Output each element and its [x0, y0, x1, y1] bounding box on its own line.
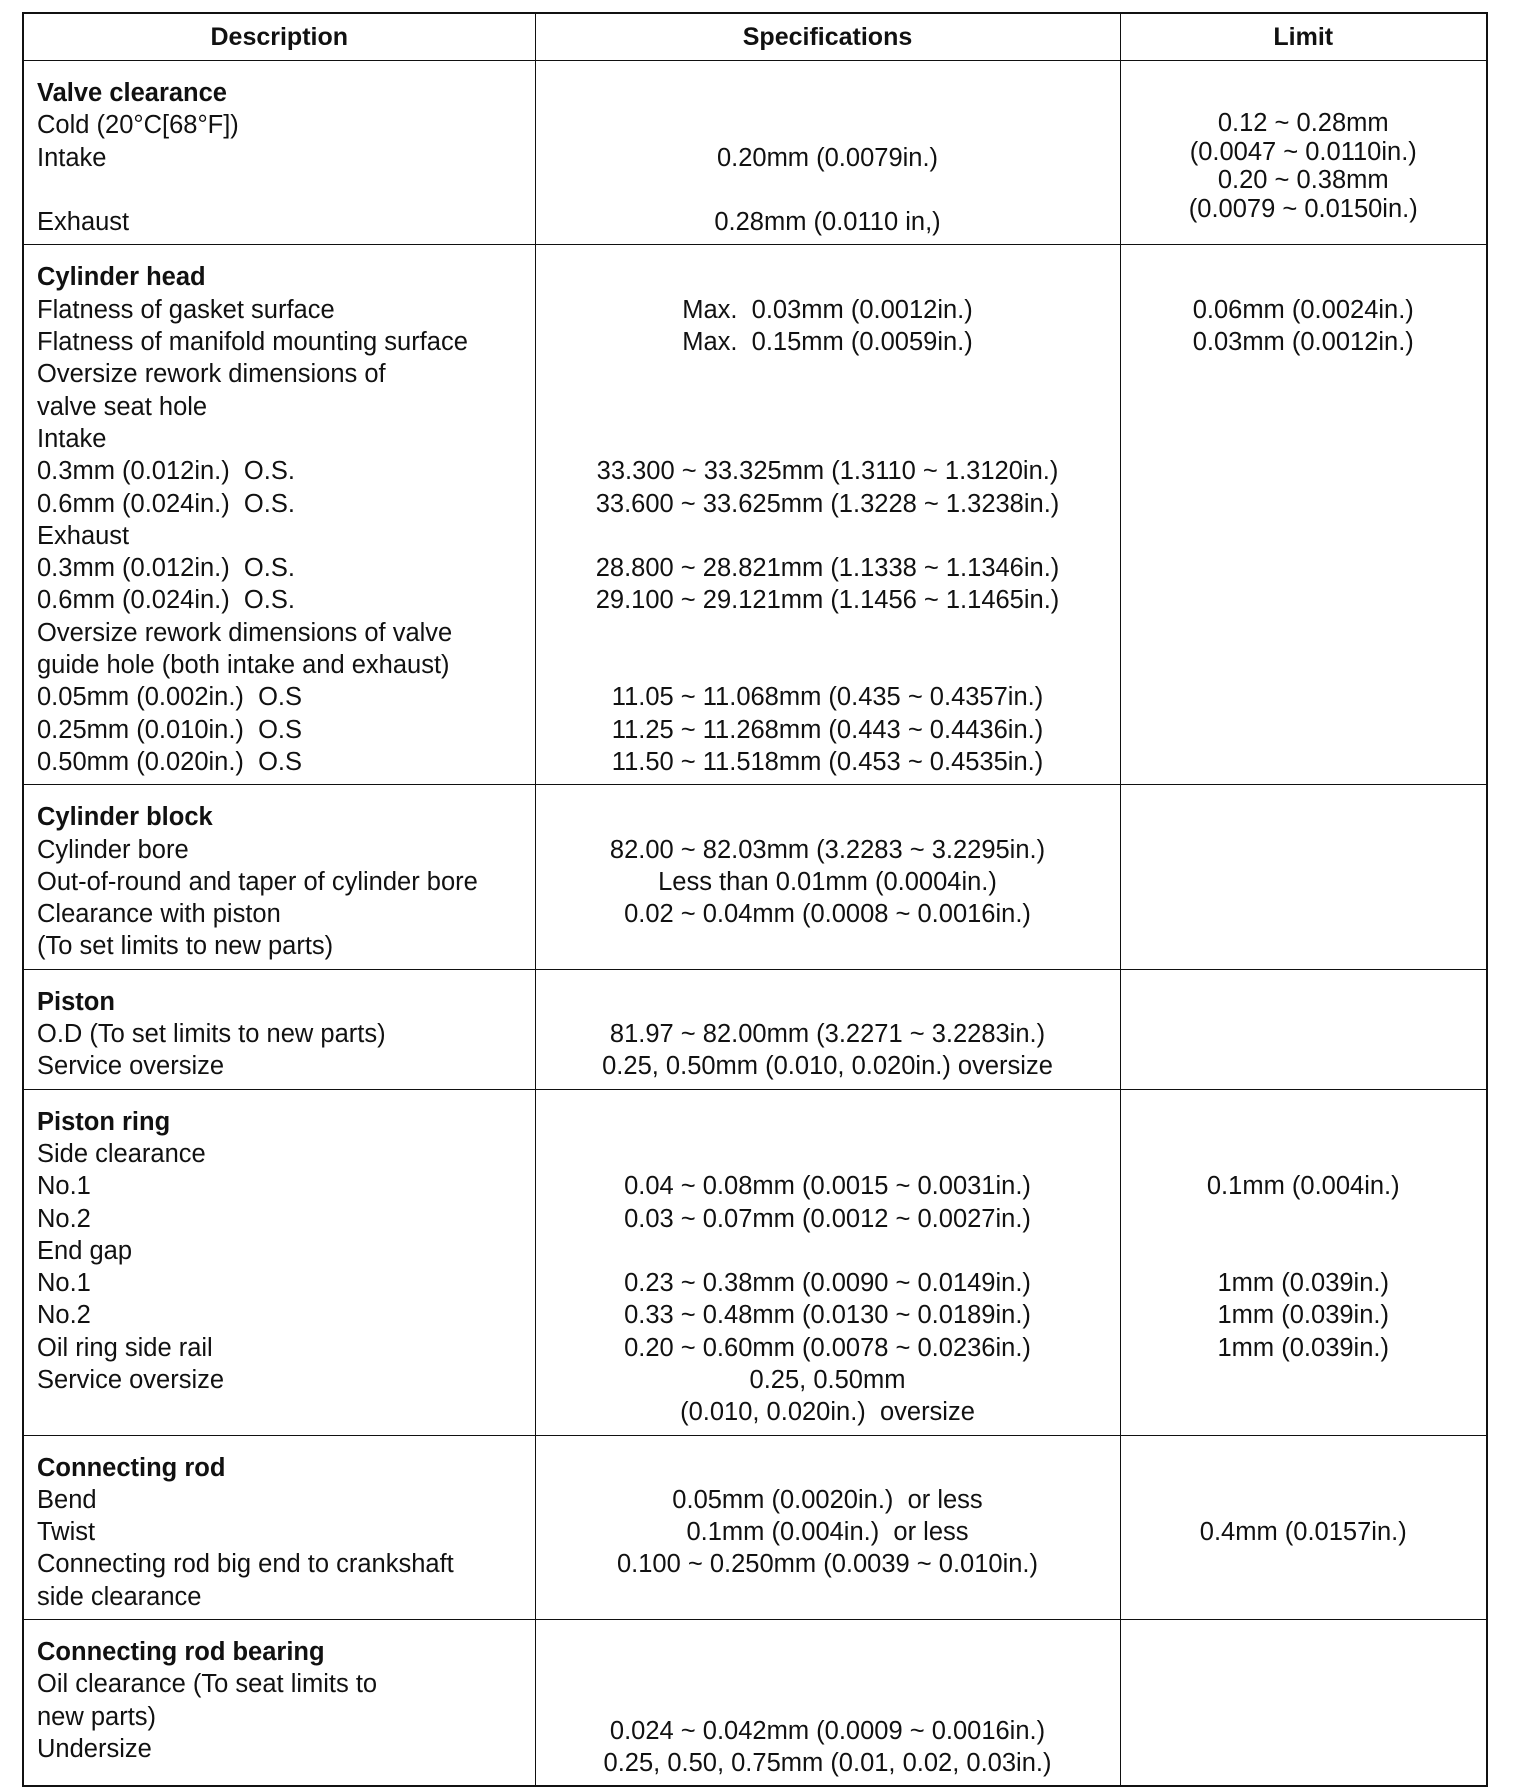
limit-line: (0.0047 ~ 0.0110in.): [1189, 137, 1417, 166]
description-line: Exhaust: [37, 521, 130, 550]
description-line: 0.50mm (0.020in.) O.S: [37, 747, 303, 776]
specification-cell: [535, 1435, 1120, 1619]
header-description: Description: [23, 13, 535, 61]
specification-line: 29.100 ~ 29.121mm (1.1456 ~ 1.1465in.): [595, 586, 1060, 615]
limit-line: [1121, 1452, 1487, 1484]
limit-line: [1121, 1138, 1487, 1170]
limit-line: [1121, 261, 1487, 293]
specification-line: [536, 391, 1120, 423]
limit-line: 1mm (0.039in.): [1217, 1301, 1389, 1330]
description-cell: [23, 1089, 535, 1435]
specification-line: 0.25, 0.50, 0.75mm (0.01, 0.02, 0.03in.): [603, 1748, 1052, 1777]
specification-cell: [535, 1620, 1120, 1787]
section-title: Valve clearance: [37, 79, 227, 107]
section-title: Cylinder block: [37, 803, 213, 832]
specification-line: 81.97 ~ 82.00mm (3.2271 ~ 3.2283in.): [609, 1020, 1046, 1049]
specification-line: [536, 520, 1120, 552]
header-row: [23, 13, 1487, 61]
limit-line: 1mm (0.039in.): [1217, 1333, 1389, 1362]
spec-sheet: [22, 12, 1486, 1787]
specification-line: 11.05 ~ 11.068mm (0.435 ~ 0.4357in.): [611, 683, 1044, 712]
description-line: 0.6mm (0.024in.) O.S.: [37, 586, 295, 615]
limit-line: [1121, 1484, 1487, 1516]
description-line: 0.05mm (0.002in.) O.S: [37, 683, 303, 712]
description-line: Oil clearance (To seat limits to: [37, 1670, 378, 1699]
description-line: 0.3mm (0.012in.) O.S.: [37, 457, 295, 486]
limit-line: (0.0079 ~ 0.0150in.): [1188, 194, 1418, 223]
section-row-connecting-rod: [23, 1435, 1487, 1619]
limit-cell: [1120, 61, 1487, 245]
specification-line: [536, 174, 1120, 206]
limit-line: [1121, 1235, 1487, 1267]
limit-line: 0.06mm (0.0024in.): [1192, 295, 1414, 324]
description-line: 0.6mm (0.024in.) O.S.: [37, 489, 295, 518]
section-row-piston-ring: [23, 1089, 1487, 1435]
description-cell: [23, 61, 535, 245]
limit-line: 1mm (0.039in.): [1217, 1269, 1389, 1298]
limit-line: 0.1mm (0.004in.): [1206, 1172, 1400, 1201]
specification-line: 0.1mm (0.004in.) or less: [686, 1518, 969, 1547]
specification-line: [536, 1235, 1120, 1267]
description-line: side clearance: [37, 1582, 202, 1611]
specification-cell: [535, 785, 1120, 969]
table-body: [23, 61, 1487, 1787]
description-line: No.2: [37, 1301, 91, 1330]
description-line: Flatness of manifold mounting surface: [37, 328, 468, 357]
limit-line: [1121, 1203, 1487, 1235]
description-line: Exhaust: [37, 208, 130, 237]
description-line: 0.25mm (0.010in.) O.S: [37, 715, 303, 744]
limit-line: 0.03mm (0.0012in.): [1192, 328, 1414, 357]
description-line: Service oversize: [37, 1365, 225, 1394]
specification-line: [536, 1452, 1120, 1484]
description-line: Flatness of gasket surface: [37, 295, 335, 324]
section-row-connecting-rod-bearing: [23, 1620, 1487, 1787]
specification-line: 0.100 ~ 0.250mm (0.0039 ~ 0.010in.): [616, 1550, 1039, 1579]
specification-line: 28.800 ~ 28.821mm (1.1338 ~ 1.1346in.): [595, 554, 1060, 583]
specification-line: 11.50 ~ 11.518mm (0.453 ~ 0.4535in.): [611, 747, 1044, 776]
limit-cell: [1120, 245, 1487, 785]
limit-cell: [1120, 785, 1487, 969]
description-line: Service oversize: [37, 1052, 225, 1081]
description-line: new parts): [37, 1702, 157, 1731]
specification-line: 0.28mm (0.0110 in,): [714, 208, 941, 237]
specification-line: 0.03 ~ 0.07mm (0.0012 ~ 0.0027in.): [624, 1204, 1031, 1233]
limit-line: [1121, 1106, 1487, 1138]
description-line: Oversize rework dimensions of valve: [37, 618, 453, 647]
specification-line: 0.25, 0.50mm: [749, 1365, 906, 1394]
description-line: No.1: [37, 1172, 91, 1201]
specification-line: 0.04 ~ 0.08mm (0.0015 ~ 0.0031in.): [624, 1172, 1031, 1201]
description-line: O.D (To set limits to new parts): [37, 1020, 386, 1049]
section-title: Piston ring: [37, 1107, 171, 1136]
description-cell: [23, 1620, 535, 1787]
specification-line: 0.05mm (0.0020in.) or less: [672, 1485, 983, 1514]
specification-line: [536, 1650, 1120, 1682]
description-line: valve seat hole: [37, 392, 208, 421]
specifications-table: [22, 12, 1488, 1787]
limit-line: 0.12 ~ 0.28mm: [1217, 109, 1389, 137]
description-line: Oversize rework dimensions of: [37, 360, 386, 389]
description-cell: [23, 1435, 535, 1619]
description-line: No.1: [37, 1269, 91, 1298]
specification-line: 33.300 ~ 33.325mm (1.3110 ~ 1.3120in.): [596, 457, 1059, 486]
section-row-piston: [23, 969, 1487, 1089]
description-line: End gap: [37, 1236, 133, 1265]
specification-line: Max. 0.03mm (0.0012in.): [682, 295, 973, 324]
section-title: Cylinder head: [37, 263, 206, 292]
specification-cell: [535, 969, 1120, 1089]
description-line: Out-of-round and taper of cylinder bore: [37, 867, 478, 896]
section-row-cylinder-block: [23, 785, 1487, 969]
description-line: (To set limits to new parts): [37, 932, 334, 961]
specification-line: Max. 0.15mm (0.0059in.): [682, 328, 973, 357]
specification-line: [536, 617, 1120, 649]
specification-line: 0.23 ~ 0.38mm (0.0090 ~ 0.0149in.): [624, 1269, 1031, 1298]
section-title: Connecting rod: [37, 1453, 226, 1482]
description-cell: [23, 245, 535, 785]
header-specifications: Specifications: [535, 13, 1120, 61]
limit-cell: [1120, 1435, 1487, 1619]
description-line: Connecting rod big end to crankshaft: [37, 1550, 454, 1579]
specification-cell: [535, 245, 1120, 785]
description-cell: [23, 969, 535, 1089]
specification-line: (0.010, 0.020in.) oversize: [680, 1398, 975, 1427]
specification-cell: [535, 61, 1120, 245]
specification-line: [536, 1682, 1120, 1714]
specification-line: 0.20 ~ 0.60mm (0.0078 ~ 0.0236in.): [624, 1333, 1031, 1362]
limit-line: 0.4mm (0.0157in.): [1199, 1518, 1407, 1547]
specification-line: 0.25, 0.50mm (0.010, 0.020in.) oversize: [602, 1052, 1053, 1081]
description-line: Clearance with piston: [37, 900, 281, 929]
specification-line: [536, 1138, 1120, 1170]
specification-line: [536, 1106, 1120, 1138]
specification-line: 11.25 ~ 11.268mm (0.443 ~ 0.4436in.): [611, 715, 1044, 744]
description-line: [37, 174, 535, 206]
specification-line: 33.600 ~ 33.625mm (1.3228 ~ 1.3238in.): [595, 489, 1060, 518]
specification-line: 0.024 ~ 0.042mm (0.0009 ~ 0.0016in.): [609, 1716, 1046, 1745]
specification-line: 82.00 ~ 82.03mm (3.2283 ~ 3.2295in.): [609, 835, 1046, 864]
specification-line: [536, 77, 1120, 109]
specification-line: [536, 423, 1120, 455]
section-title: Connecting rod bearing: [37, 1638, 325, 1667]
description-line: Side clearance: [37, 1139, 206, 1168]
description-line: No.2: [37, 1204, 91, 1233]
specification-line: [536, 109, 1120, 141]
specification-line: [536, 358, 1120, 390]
limit-cell: [1120, 1620, 1487, 1787]
specification-line: [536, 649, 1120, 681]
specification-line: [536, 261, 1120, 293]
limit-cell: [1120, 1089, 1487, 1435]
specification-line: Less than 0.01mm (0.0004in.): [658, 867, 997, 896]
header-limit: Limit: [1120, 13, 1487, 61]
limit-line: 0.20 ~ 0.38mm: [1217, 166, 1389, 194]
description-line: Intake: [37, 424, 107, 453]
description-line: Undersize: [37, 1734, 152, 1763]
description-line: 0.3mm (0.012in.) O.S.: [37, 554, 295, 583]
section-title: Piston: [37, 987, 115, 1016]
description-line: Twist: [37, 1518, 96, 1547]
specification-line: [536, 986, 1120, 1018]
specification-line: 0.02 ~ 0.04mm (0.0008 ~ 0.0016in.): [624, 900, 1031, 929]
description-line: guide hole (both intake and exhaust): [37, 651, 450, 680]
section-row-cylinder-head: [23, 245, 1487, 785]
description-line: Cold (20°C[68°F]): [37, 111, 239, 140]
specification-line: [536, 801, 1120, 833]
limit-cell: [1120, 969, 1487, 1089]
description-line: Cylinder bore: [37, 835, 189, 864]
section-row-valve-clearance: [23, 61, 1487, 245]
description-line: Oil ring side rail: [37, 1333, 213, 1362]
description-line: Bend: [37, 1485, 97, 1514]
specification-line: 0.33 ~ 0.48mm (0.0130 ~ 0.0189in.): [624, 1301, 1031, 1330]
description-line: Intake: [37, 143, 107, 172]
specification-line: 0.20mm (0.0079in.): [716, 143, 939, 172]
specification-cell: [535, 1089, 1120, 1435]
description-cell: [23, 785, 535, 969]
